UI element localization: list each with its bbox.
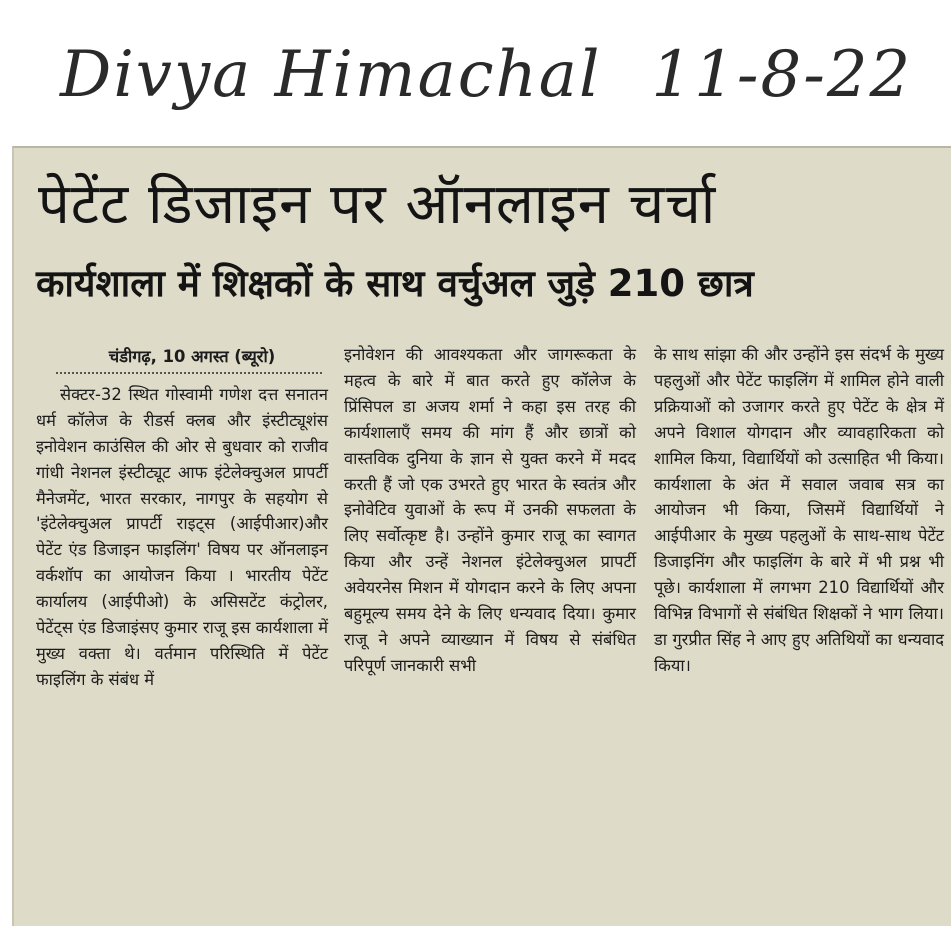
handwritten-note (60, 18, 913, 133)
article-column-1 (36, 344, 328, 693)
dateline-divider (56, 372, 322, 374)
column-3-text: के साथ सांझा की और उन्होंने इस संदर्भ के मुख्य पहलुओं और पेटेंट फाइलिंग में शामिल होने वाली प्रक्रियाओं को उजागर करते हुए पेटेंट के क्षेत्र में अपने विशाल योगदान और व्यावहारिकता को शामिल किया, विद्यार्थियों को उत्साहित भी किया। कार्यशाला के अंत में सवाल जवाब सत्र का आयोजन भी किया, जिसमें विद्यार्थियों ने आईपीआर के मुख्य पहलुओं के साथ-साथ पेटेंट डिजाइनिंग और फाइलिंग के बारे में भी प्रश्न भी पूछे। कार्यशाला में लगभग 210 विद्यार्थियों और विभिन्न विभागों से संबंधित शिक्षकों ने भाग लिया। डा गुरप्रीत सिंह ने आए हुए अतिथियों का धन्यवाद किया। (654, 345, 944, 675)
article-dateline: चंडीगढ़, 10 अगस्त (ब्यूरो) (108, 347, 276, 366)
newspaper-clipping (12, 146, 951, 926)
article-subheadline: कार्यशाला में शिक्षकों के साथ वर्चुअल जुड़े 210 छात्र (36, 262, 754, 305)
handwritten-date: 11-8-22 (651, 38, 913, 112)
handwritten-publication: Divya Himachal (60, 38, 602, 112)
column-1-text: सेक्टर-32 स्थित गोस्वामी गणेश दत्त सनातन धर्म कॉलेज के रीडर्स क्लब और इंस्टीट्यूशंस इनोवेशन काउंसिल की ओर से बुधवार को राजीव गांधी नेशनल इंस्टीट्यूट आफ इंटेलेक्चुअल प्रापर्टी मैनेजमेंट, भारत सरकार, नागपुर के सहयोग से 'इंटेलेक्चुअल प्रापर्टी राइट्स (आईपीआर)और पेटेंट एंड डिजाइन फाइलिंग' विषय पर ऑनलाइन वर्कशॉप का आयोजन किया । भारतीय पेटेंट कार्यालय (आईपीओ) के असिसटेंट कंट्रोलर, पेटेंट्स एंड डिजाइंसए कुमार राजू इस कार्यशाला में मुख्य वक्ता थे। वर्तमान परिस्थिति में पेटेंट फाइलिंग के संबंध में (36, 384, 328, 689)
article-headline: पेटेंट डिजाइन पर ऑनलाइन चर्चा (38, 172, 717, 237)
article-column-3 (654, 342, 944, 679)
article-column-2 (344, 342, 636, 679)
column-2-text: इनोवेशन की आवश्यकता और जागरूकता के महत्व के बारे में बात करते हुए कॉलेज के प्रिंसिपल डा अजय शर्मा ने कहा इस तरह की कार्यशालाएँ समय की मांग हैं और छात्रों को वास्तविक दुनिया के ज्ञान से युक्त करने में मदद करती हैं जो एक उभरते हुए भारत के स्वतंत्र और इनोवेटिव युवाओं के रूप में उनकी सफलता के लिए सर्वोत्कृष्ट है। उन्होंने कुमार राजू का स्वागत किया और उन्हें नेशनल इंटेलेक्चुअल प्रापर्टी अवेयरनेस मिशन में योगदान करने के लिए अपना बहुमूल्य समय देने के लिए धन्यवाद दिया। कुमार राजू ने अपने व्याख्यान में विषय से संबंधित परिपूर्ण जानकारी सभी (344, 345, 636, 675)
